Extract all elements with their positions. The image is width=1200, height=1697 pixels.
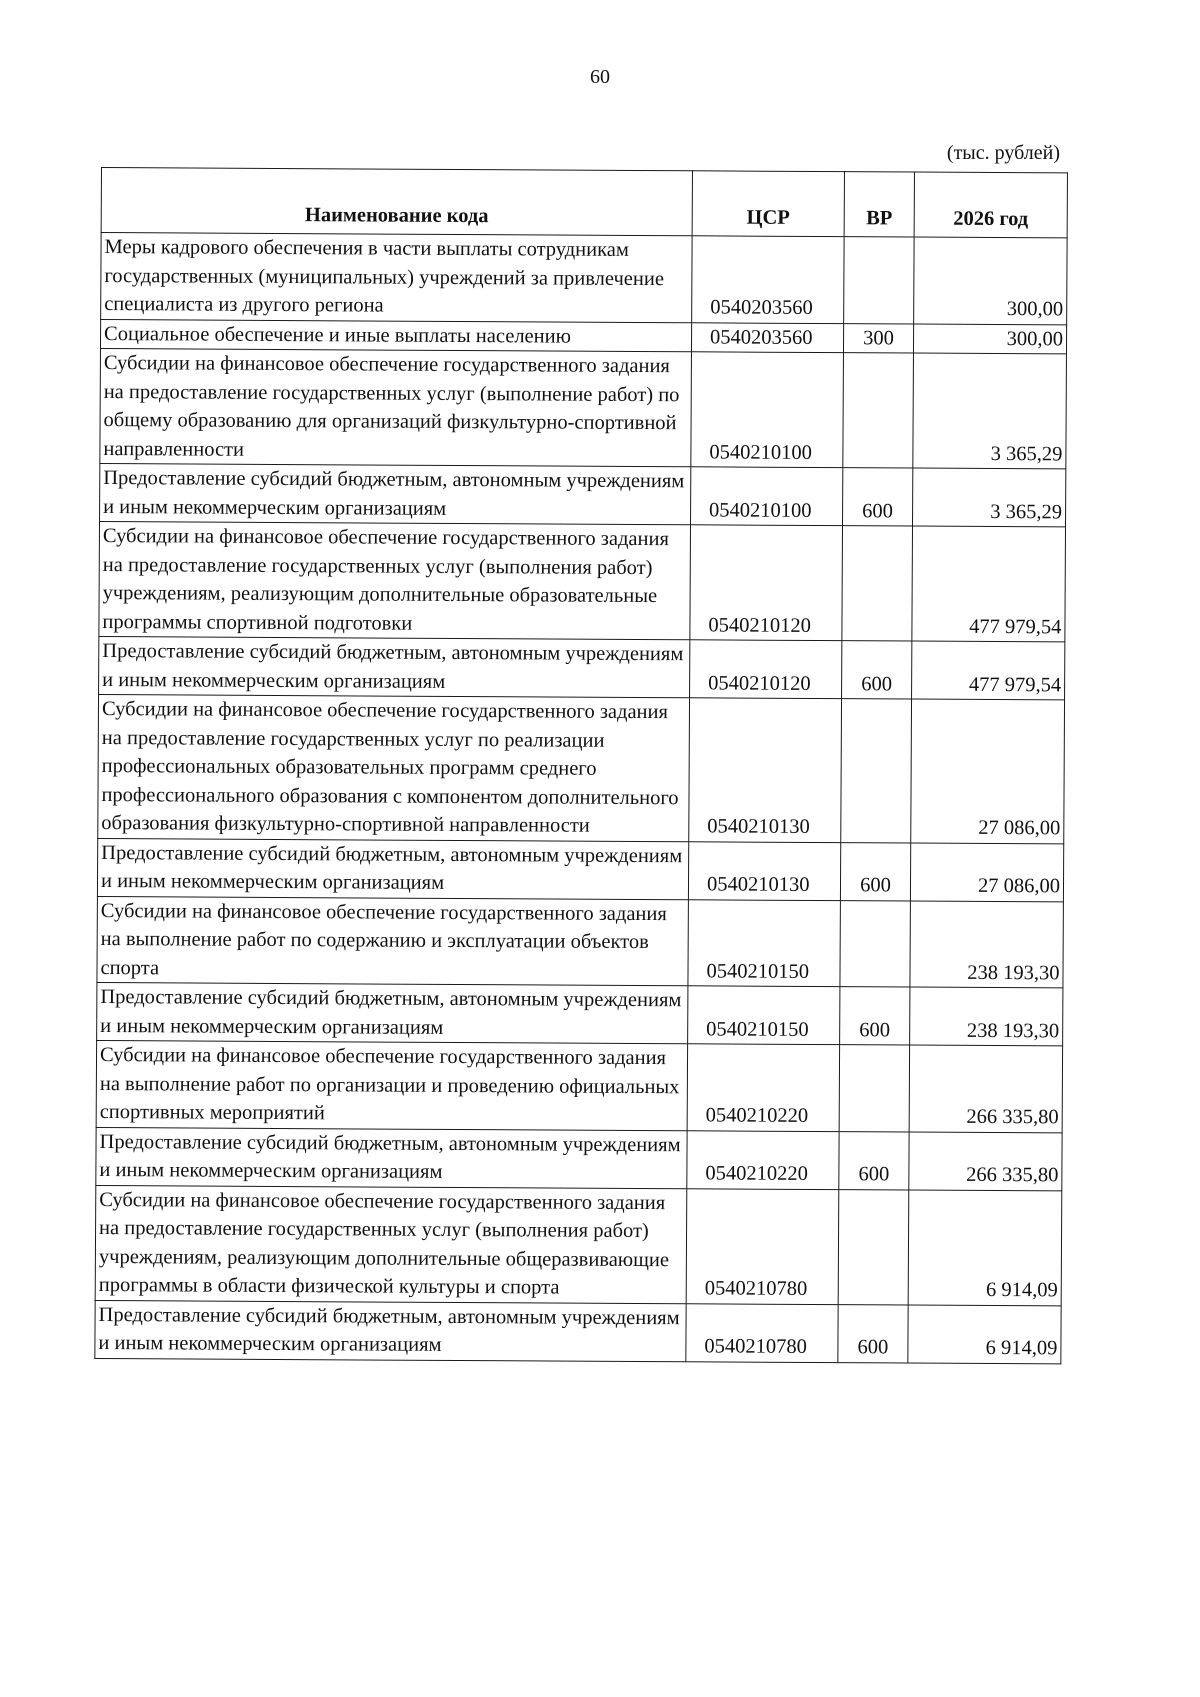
row-amount: 238 193,30 — [910, 987, 1063, 1046]
row-vr: 600 — [840, 842, 910, 900]
row-vr — [839, 1045, 909, 1132]
table-row — [96, 1040, 1062, 1132]
row-csr: 0540210130 — [688, 841, 840, 900]
table-row — [97, 896, 1063, 988]
row-vr: 600 — [843, 468, 913, 526]
row-csr: 0540210780 — [686, 1188, 839, 1304]
table-row — [100, 319, 1066, 354]
row-name: Субсидии на финансовое обеспечение государственного задания на предоставление государственных услуг (выполнение работ) по общему образованию для организаций физкультурно-спортивной направленности — [100, 348, 692, 466]
table-header-row — [101, 168, 1067, 238]
row-csr: 0540210100 — [691, 467, 843, 526]
table-row — [100, 463, 1066, 526]
row-csr: 0540210100 — [691, 352, 844, 468]
row-name: Предоставление субсидий бюджетным, автономным учреждениям и иным некоммерческим организациям — [95, 1300, 686, 1361]
row-amount: 477 979,54 — [912, 641, 1065, 700]
row-amount: 300,00 — [914, 237, 1067, 324]
row-amount: 6 914,09 — [908, 1190, 1062, 1306]
row-vr — [840, 900, 910, 987]
table-row — [95, 1185, 1062, 1305]
row-name: Субсидии на финансовое обеспечение государственного задания на предоставление государственных услуг (выполнения работ) учреждениям, реализующим дополнительные общеразвивающие программы в области физической культуры и спорта — [95, 1185, 687, 1303]
row-csr: 0540203560 — [692, 236, 844, 323]
row-vr: 600 — [838, 1304, 908, 1362]
row-name: Предоставление субсидий бюджетным, автономным учреждениям и иным некоммерческим организациям — [99, 636, 690, 697]
row-csr: 0540210220 — [687, 1044, 839, 1131]
row-name: Субсидии на финансовое обеспечение государственного задания на предоставление государственных услуг (выполнения работ) учреждениям, реализующим дополнительные образовательные программы спортивной подготовки — [99, 521, 691, 639]
row-vr — [841, 699, 912, 843]
row-name: Меры кадрового обеспечения в части выплаты сотрудникам государственных (муниципальных) учреждений за привлечение специалиста из другого региона — [101, 233, 692, 323]
row-vr: 300 — [843, 323, 913, 353]
table-row — [99, 521, 1066, 641]
row-name: Субсидии на финансовое обеспечение государственного задания на выполнение работ по содержанию и эксплуатации объектов спорта — [97, 896, 688, 986]
row-name: Субсидии на финансовое обеспечение государственного задания на выполнение работ по организации и проведению официальных спортивных мероприятий — [96, 1040, 687, 1130]
row-csr: 0540210220 — [687, 1130, 839, 1189]
row-amount: 6 914,09 — [908, 1305, 1061, 1364]
header-name: Наименование кода — [101, 168, 692, 236]
row-amount: 266 335,80 — [909, 1045, 1062, 1132]
row-vr — [844, 237, 914, 324]
header-year: 2026 год — [914, 172, 1067, 238]
header-csr: ЦСР — [692, 171, 844, 237]
row-csr: 0540210780 — [686, 1303, 838, 1362]
row-csr: 0540210130 — [689, 698, 842, 842]
table-row — [99, 636, 1065, 699]
row-vr — [838, 1189, 909, 1304]
row-vr — [842, 526, 913, 641]
row-name: Предоставление субсидий бюджетным, автономным учреждениям и иным некоммерческим организациям — [100, 463, 691, 524]
row-amount: 477 979,54 — [912, 526, 1066, 642]
table-row — [100, 348, 1067, 468]
row-csr: 0540203560 — [691, 322, 843, 352]
row-csr: 0540210120 — [690, 525, 843, 641]
row-name: Предоставление субсидий бюджетным, автономным учреждениям и иным некоммерческим организациям — [97, 982, 688, 1043]
table-row — [96, 1127, 1062, 1190]
header-vr: ВР — [844, 172, 914, 237]
table-row — [95, 1300, 1061, 1363]
row-name: Предоставление субсидий бюджетным, автономным учреждениям и иным некоммерческим организациям — [96, 1127, 687, 1188]
row-amount: 300,00 — [913, 324, 1066, 354]
row-csr: 0540210150 — [688, 899, 840, 986]
row-name: Социальное обеспечение и иные выплаты населению — [100, 319, 691, 352]
row-amount: 266 335,80 — [909, 1132, 1062, 1191]
row-vr: 600 — [840, 987, 910, 1045]
page-number: 60 — [590, 66, 610, 88]
row-amount: 238 193,30 — [910, 901, 1063, 988]
table-row — [97, 982, 1063, 1045]
budget-table — [94, 167, 1068, 1364]
table-row — [97, 838, 1063, 901]
units-label: (тыс. рублей) — [946, 142, 1060, 164]
row-amount: 3 365,29 — [913, 468, 1066, 527]
table-row — [98, 694, 1065, 843]
row-vr: 600 — [839, 1131, 909, 1189]
row-vr — [843, 353, 914, 468]
row-csr: 0540210150 — [688, 986, 840, 1045]
row-vr: 600 — [842, 641, 912, 699]
row-amount: 3 365,29 — [913, 353, 1067, 469]
row-name: Предоставление субсидий бюджетным, автономным учреждениям и иным некоммерческим организациям — [97, 838, 688, 899]
row-csr: 0540210120 — [690, 640, 842, 699]
row-amount: 27 086,00 — [911, 699, 1065, 843]
table-row — [101, 233, 1067, 325]
row-name: Субсидии на финансовое обеспечение государственного задания на предоставление государственных услуг по реализации профессиональных образовательных программ среднего профессионального образования с компонентом дополнительного образования физкультурно-спортивной направленности — [98, 694, 690, 841]
row-amount: 27 086,00 — [910, 843, 1063, 902]
